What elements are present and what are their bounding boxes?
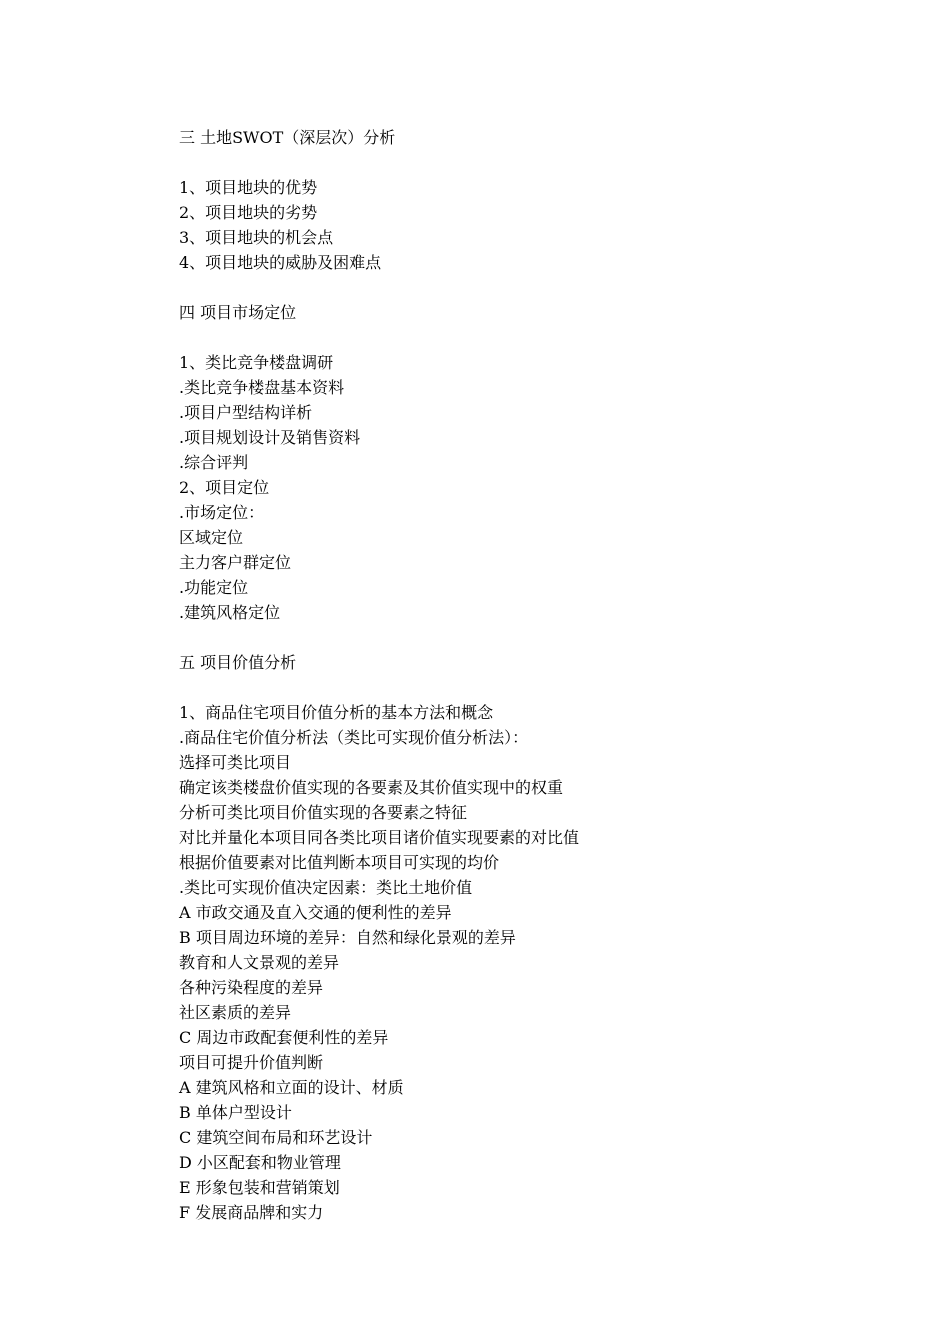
text-line: .建筑风格定位 — [179, 603, 281, 622]
text-line: 各种污染程度的差异 — [179, 978, 324, 997]
text-line: 分析可类比项目价值实现的各要素之特征 — [179, 803, 468, 822]
text-line: B 单体户型设计 — [179, 1103, 292, 1122]
text-line: .项目规划设计及销售资料 — [179, 428, 361, 447]
text-line: 1、类比竞争楼盘调研 — [179, 353, 334, 372]
text-line: .市场定位： — [179, 503, 265, 522]
text-line: 主力客户群定位 — [179, 553, 292, 572]
text-line: C 建筑空间布局和环艺设计 — [179, 1128, 373, 1147]
section-heading-market-positioning: 四 项目市场定位 — [179, 303, 297, 322]
text-line: 2、项目定位 — [179, 478, 270, 497]
text-line: B 项目周边环境的差异：自然和绿化景观的差异 — [179, 928, 516, 947]
text-line: 3、项目地块的机会点 — [179, 228, 334, 247]
blank-line — [179, 625, 879, 650]
blank-line — [179, 275, 879, 300]
text-line: 2、项目地块的劣势 — [179, 203, 318, 222]
text-line: .项目户型结构详析 — [179, 403, 313, 422]
section-heading-swot: 三 土地SWOT（深层次）分析 — [179, 128, 396, 147]
text-line: 社区素质的差异 — [179, 1003, 292, 1022]
document-body — [179, 125, 879, 1225]
text-line: 1、商品住宅项目价值分析的基本方法和概念 — [179, 703, 494, 722]
text-line: 项目可提升价值判断 — [179, 1053, 324, 1072]
text-line: 教育和人文景观的差异 — [179, 953, 340, 972]
section-heading-value-analysis: 五 项目价值分析 — [179, 653, 297, 672]
text-line: 确定该类楼盘价值实现的各要素及其价值实现中的权重 — [179, 778, 564, 797]
text-line: D 小区配套和物业管理 — [179, 1153, 341, 1172]
text-line: 区域定位 — [179, 528, 244, 547]
text-line: .商品住宅价值分析法（类比可实现价值分析法）： — [179, 728, 529, 747]
blank-line — [179, 150, 879, 175]
text-line: .功能定位 — [179, 578, 249, 597]
text-line: 4、项目地块的威胁及困难点 — [179, 253, 382, 272]
blank-line — [179, 675, 879, 700]
blank-line — [179, 325, 879, 350]
text-line: A 市政交通及直入交通的便利性的差异 — [179, 903, 452, 922]
text-line: C 周边市政配套便利性的差异 — [179, 1028, 389, 1047]
text-line: .综合评判 — [179, 453, 249, 472]
text-line: F 发展商品牌和实力 — [179, 1203, 324, 1222]
text-line: 根据价值要素对比值判断本项目可实现的均价 — [179, 853, 500, 872]
text-line: 选择可类比项目 — [179, 753, 292, 772]
text-line: .类比竞争楼盘基本资料 — [179, 378, 345, 397]
text-line: .类比可实现价值决定因素：类比土地价值 — [179, 878, 473, 897]
text-line: E 形象包装和营销策划 — [179, 1178, 340, 1197]
text-line: 对比并量化本项目同各类比项目诸价值实现要素的对比值 — [179, 828, 580, 847]
text-line: A 建筑风格和立面的设计、材质 — [179, 1078, 404, 1097]
text-line: 1、项目地块的优势 — [179, 178, 318, 197]
